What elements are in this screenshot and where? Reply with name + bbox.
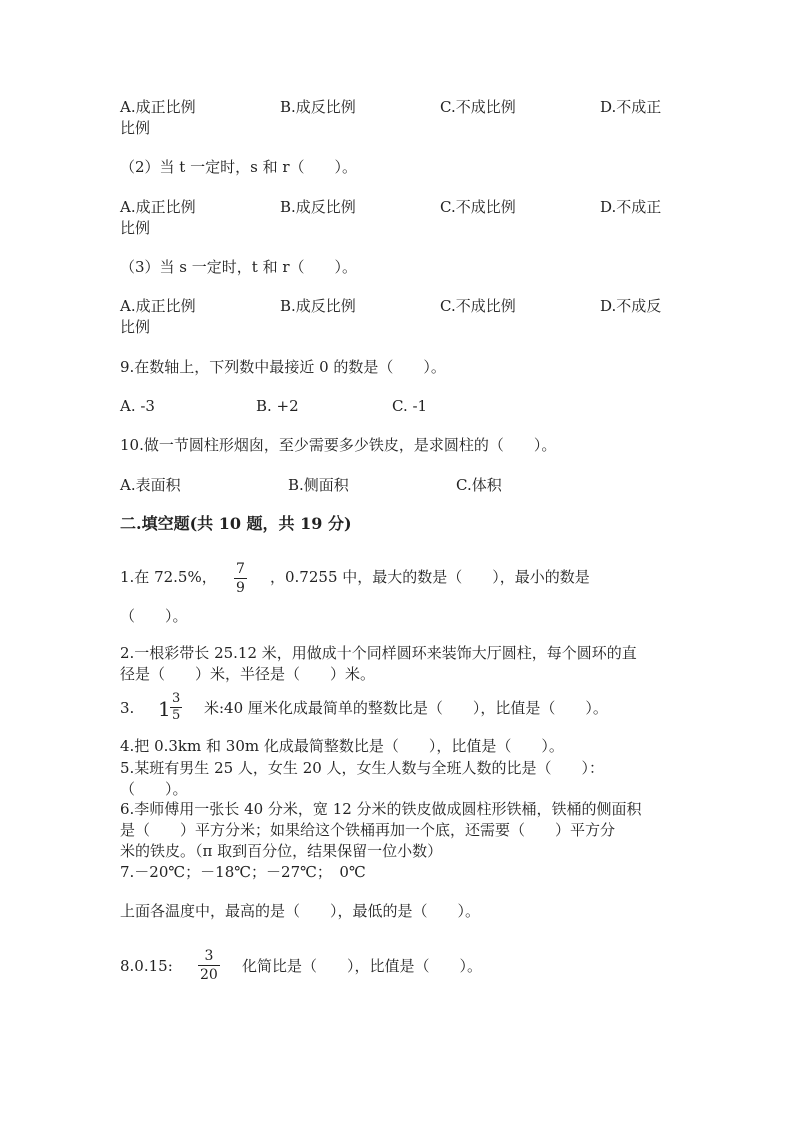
q8-1-option-a: A.成正比例	[120, 98, 196, 116]
f8-fraction-numerator: 3	[204, 948, 214, 964]
q8-3-option-a: A.成正比例	[120, 297, 196, 315]
f8-fraction-denominator: 20	[200, 967, 218, 983]
f1-fraction-denominator: 9	[236, 580, 245, 596]
f5-text-b: （ ）。	[120, 780, 188, 798]
f7-text-a: 7.－20℃；－18℃；－27℃； 0℃	[120, 863, 366, 881]
f1-text-a: 1.在 72.5%，	[120, 568, 217, 586]
q8-1-option-b: B.成反比例	[280, 98, 356, 116]
f5-text-a: 5.某班有男生 25 人，女生 20 人，女生人数与全班人数的比是（ ）：	[120, 759, 605, 777]
f3-mixed-whole: 1	[158, 697, 171, 721]
f1-text-c: （ ）。	[120, 607, 188, 625]
q8-1-option-c: C.不成比例	[440, 98, 516, 116]
f6-text-a: 6.李师傅用一张长 40 分米，宽 12 分米的铁皮做成圆柱形铁桶，铁桶的侧面积	[120, 800, 642, 818]
q8-1-option-d: D.不成正	[600, 98, 662, 116]
q8-3-option-d-wrap: 比例	[120, 318, 151, 336]
q8-3-option-d: D.不成反	[600, 297, 662, 315]
q8-2-option-d: D.不成正	[600, 198, 662, 216]
q10-option-a: A.表面积	[120, 476, 181, 494]
q10-text: 10.做一节圆柱形烟囱，至少需要多少铁皮，是求圆柱的（ ）。	[120, 436, 557, 454]
q8-2-text: （2）当 t 一定时，s 和 r（ ）。	[120, 158, 358, 176]
f4-text: 4.把 0.3km 和 30m 化成最简整数比是（ ），比值是（ ）。	[120, 737, 564, 755]
q8-2-option-d-wrap: 比例	[120, 219, 151, 237]
q10-option-c: C.体积	[456, 476, 502, 494]
f1-fraction	[234, 561, 247, 596]
q9-text: 9.在数轴上，下列数中最接近 0 的数是（ ）。	[120, 358, 446, 376]
f3-fraction-numerator: 3	[172, 691, 181, 706]
f6-text-b: 是（ ）平方分米；如果给这个铁桶再加一个底，还需要（ ）平方分	[120, 821, 616, 839]
f7-text-b: 上面各温度中，最高的是（ ），最低的是（ ）。	[120, 902, 481, 920]
q8-2-option-c: C.不成比例	[440, 198, 516, 216]
f8-text-b: 化简比是（ ），比值是（ ）。	[242, 957, 483, 975]
q10-option-b: B.侧面积	[288, 476, 349, 494]
f8-fraction	[198, 948, 220, 983]
section-title: 二.填空题(共 10 题，共 19 分)	[120, 514, 352, 533]
f1-text-b: ，0.7255 中，最大的数是（ ），最小的数是	[270, 568, 590, 586]
f1-fraction-numerator: 7	[236, 561, 245, 577]
f6-text-c: 米的铁皮。（π 取到百分位，结果保留一位小数）	[120, 842, 443, 860]
q8-2-option-a: A.成正比例	[120, 198, 196, 216]
f8-text-a: 8.0.15:	[120, 957, 173, 975]
q9-option-a: A. -3	[120, 397, 155, 415]
f2-text-a: 2.一根彩带长 25.12 米，用做成十个同样圆环来装饰大厅圆柱，每个圆环的直	[120, 644, 637, 662]
q9-option-b: B. +2	[256, 397, 299, 415]
q8-3-option-b: B.成反比例	[280, 297, 356, 315]
q8-2-option-b: B.成反比例	[280, 198, 356, 216]
q8-1-option-d-wrap: 比例	[120, 119, 151, 137]
f3-text: 米:40 厘米化成最简单的整数比是（ ），比值是（ ）。	[204, 699, 608, 717]
q8-3-option-c: C.不成比例	[440, 297, 516, 315]
q9-option-c: C. -1	[392, 397, 428, 415]
f3-number: 3.	[120, 699, 135, 717]
q8-3-text: （3）当 s 一定时，t 和 r（ ）。	[120, 258, 358, 276]
fraction-bar	[234, 578, 247, 579]
f3-fraction	[170, 692, 182, 723]
f3-fraction-denominator: 5	[172, 708, 181, 723]
fraction-bar	[198, 965, 220, 966]
f2-text-b: 径是（ ）米，半径是（ ）米。	[120, 665, 376, 683]
